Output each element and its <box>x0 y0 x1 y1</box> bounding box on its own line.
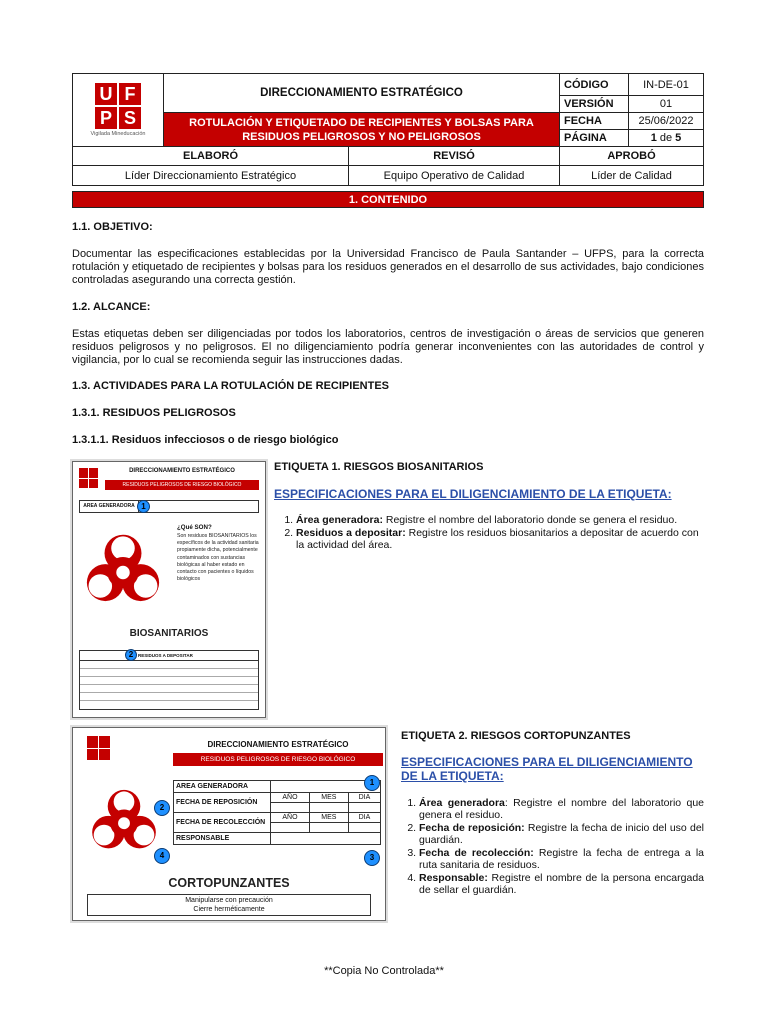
role-title: ELABORÓ <box>73 147 349 166</box>
grid-label: MES <box>309 813 348 823</box>
card1-description: Son residuos BIOSANITARIOS los específicos de la actividad sanitaria propiamente dicha, potencialmente contaminados con sustancias biológicas al haber estado en contacto con pacientes o líquidos biológicos <box>177 533 259 583</box>
residuos-depositar-label: RESIDUOS A DEPOSITAR <box>80 651 258 661</box>
residuos-depositar-box <box>79 650 259 710</box>
etiqueta2-spec: ESPECIFICACIONES PARA EL DILIGENCIAMIENTO DE LA ETIQUETA: <box>401 755 693 783</box>
list-item: 2. Residuos a depositar: Registre los residuos biosanitarios a depositar de acuerdo con la actividad del área. <box>296 527 704 551</box>
marker-1: 1 <box>364 775 380 791</box>
role-name: Equipo Operativo de Calidad <box>349 166 560 186</box>
grid-label: DIA <box>348 793 380 803</box>
cortopunzantes-label-image <box>72 727 386 921</box>
card2-name: CORTOPUNZANTES <box>168 876 290 890</box>
marker-3: 3 <box>364 850 380 866</box>
list-item: 3. Fecha de recolección: Registre la fecha de entrega a la ruta sanitaria de residuos. <box>419 847 704 871</box>
etiqueta1-spec: ESPECIFICACIONES PARA EL DILIGENCIAMIENTO DE LA ETIQUETA: <box>274 487 672 501</box>
mini-logo <box>87 736 111 760</box>
biosanitarios-label-image <box>72 461 266 718</box>
card2-note: Manipularse con precaución <box>185 897 273 904</box>
meta-label: FECHA <box>560 113 629 130</box>
grid-label: AREA GENERADORA <box>174 781 271 793</box>
grid-label: AÑO <box>271 813 310 823</box>
etiqueta2-list <box>401 797 704 897</box>
logo-caption: Vigilada Mineducación <box>90 131 146 137</box>
etiqueta1-list <box>274 514 704 552</box>
list-item: 2. Fecha de reposición: Registre la fecha de inicio del uso del guardián. <box>419 822 704 846</box>
biohazard-icon <box>81 528 165 612</box>
marker-2: 2 <box>154 800 170 816</box>
card1-subtitle: RESIDUOS PELIGROSOS DE RIESGO BIOLÓGICO <box>105 480 259 490</box>
marker-2: 2 <box>125 649 137 661</box>
role-title: REVISÓ <box>349 147 560 166</box>
grid-label: DIA <box>348 813 380 823</box>
role-name: Líder Direccionamiento Estratégico <box>73 166 349 186</box>
card1-name: BIOSANITARIOS <box>129 628 209 639</box>
meta-value: 01 <box>629 96 704 113</box>
card2-notes <box>87 894 371 916</box>
document-subtitle: ROTULACIÓN Y ETIQUETADO DE RECIPIENTES Y BOLSAS PARA RESIDUOS PELIGROSOS Y NO PELIGROSOS <box>164 113 560 147</box>
card2-note: Cierre herméticamente <box>193 906 265 913</box>
logo-letter: S <box>119 107 141 129</box>
card2-subtitle: RESIDUOS PELIGROSOS DE RIESGO BIOLÓGICO <box>173 753 383 766</box>
grid-label: AÑO <box>271 793 310 803</box>
heading-actividades: 1.3. ACTIVIDADES PARA LA ROTULACIÓN DE RECIPIENTES <box>72 380 389 392</box>
etiqueta1-title: ETIQUETA 1. RIESGOS BIOSANITARIOS <box>274 461 484 473</box>
area-generadora-label: AREA GENERADORA <box>80 501 139 512</box>
meta-value: IN-DE-01 <box>629 74 704 96</box>
card2-title: DIRECCIONAMIENTO ESTRATÉGICO <box>207 740 349 749</box>
heading-residuos-peligrosos: 1.3.1. RESIDUOS PELIGROSOS <box>72 407 236 419</box>
area-generadora-row <box>79 500 259 513</box>
heading-alcance: 1.2. ALCANCE: <box>72 301 151 313</box>
footer-copy-note: **Copia No Controlada** <box>324 965 444 977</box>
logo-letter: F <box>119 83 141 105</box>
grid-label: FECHA DE RECOLECCIÓN <box>174 813 271 833</box>
meta-label: VERSIÓN <box>560 96 629 113</box>
card1-question: ¿Qué SON? <box>177 524 212 531</box>
list-item: 1. Área generadora: Registre el nombre del laboratorio que genera el residuo. <box>419 797 704 821</box>
biohazard-icon <box>87 784 161 858</box>
list-item: 4. Responsable: Registre el nombre de la persona encargada de sellar el guardián. <box>419 872 704 896</box>
document-header <box>72 73 704 186</box>
logo-letter: P <box>95 107 117 129</box>
alcance-text: Estas etiquetas deben ser diligenciadas por todos los laboratorios, centros de investigación o áreas de servicios que generen residuos peligrosos y no peligrosos. El no diligenciamiento podría generar inconvenientes con las autoridades de control y vigilancia, por lo cual se recomienda seguir las instrucciones dadas. <box>72 328 704 366</box>
grid-label: RESPONSABLE <box>174 833 271 845</box>
list-item: 1. Área generadora: Registre el nombre del laboratorio donde se genera el residuo. <box>296 514 704 526</box>
grid-label: FECHA DE REPOSICIÓN <box>174 793 271 813</box>
marker-4: 4 <box>154 848 170 864</box>
role-name: Líder de Calidad <box>560 166 704 186</box>
document-title: DIRECCIONAMIENTO ESTRATÉGICO <box>164 74 560 113</box>
logo-letter: U <box>95 83 117 105</box>
grid-label: MES <box>309 793 348 803</box>
heading-riesgo-biologico: 1.3.1.1. Residuos infecciosos o de riesgo biológico <box>72 434 339 446</box>
marker-1: 1 <box>137 500 150 513</box>
objetivo-text: Documentar las especificaciones establecidas por la Universidad Francisco de Paula Santander – UFPS, para la correcta rotulación y etiquetado de recipientes y bolsas para los residuos generados en el desarrollo de sus actividades, bajo condiciones controladas asegurando una correcta gestión. <box>72 248 704 286</box>
mini-logo <box>79 468 99 488</box>
heading-objetivo: 1.1. OBJETIVO: <box>72 221 153 233</box>
meta-label: PÁGINA <box>560 130 629 147</box>
role-title: APROBÓ <box>560 147 704 166</box>
card2-form-grid <box>173 780 381 845</box>
card1-title: DIRECCIONAMIENTO ESTRATÉGICO <box>129 468 235 474</box>
etiqueta2-title: ETIQUETA 2. RIESGOS CORTOPUNZANTES <box>401 730 631 742</box>
ufps-logo <box>73 74 164 147</box>
meta-label: CÓDIGO <box>560 74 629 96</box>
page-number: 1 de 5 <box>629 130 704 147</box>
section-bar: 1. CONTENIDO <box>72 191 704 208</box>
meta-value: 25/06/2022 <box>629 113 704 130</box>
